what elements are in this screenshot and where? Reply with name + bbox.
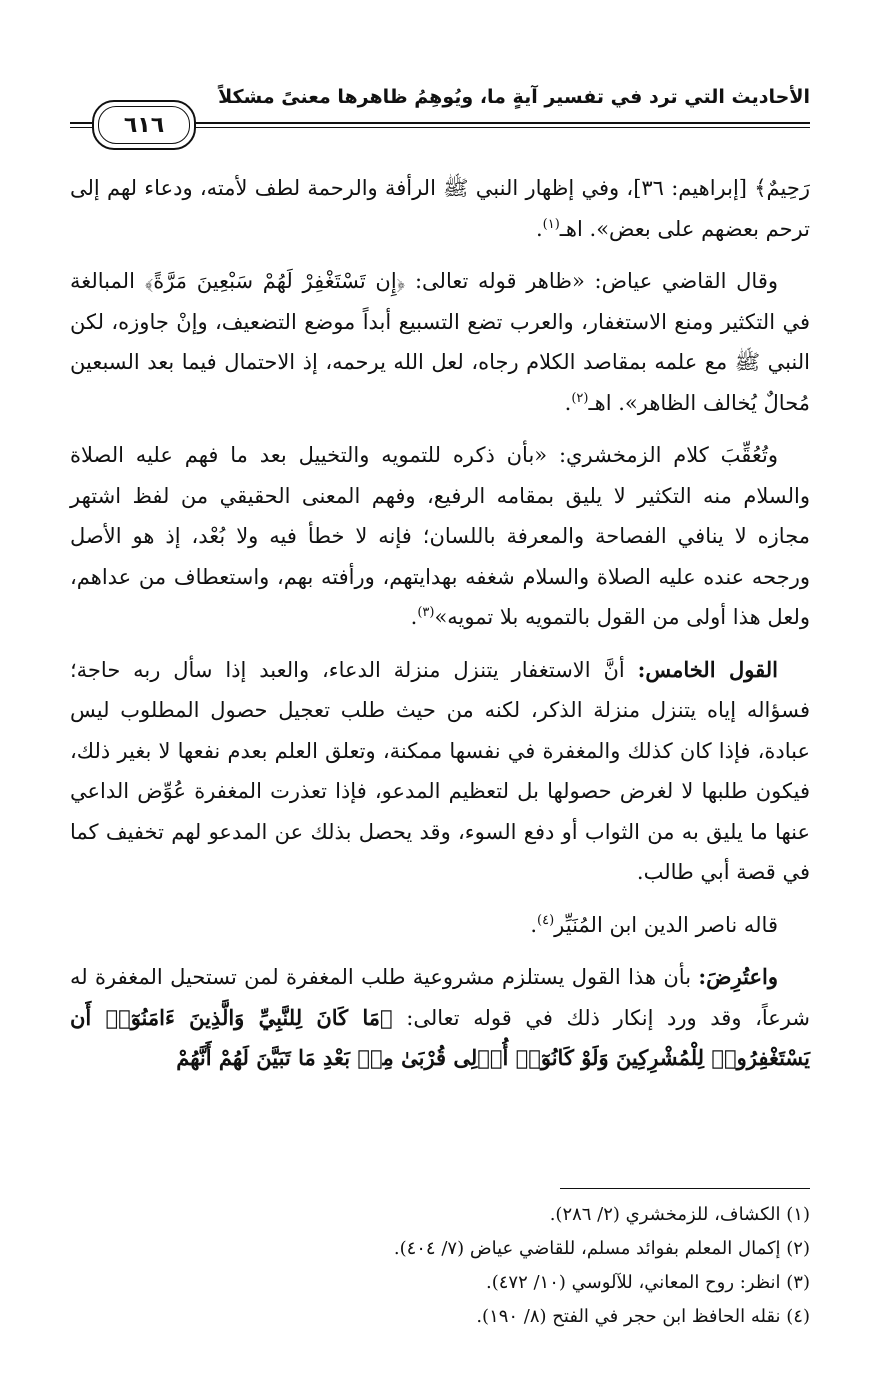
paragraph-5: قاله ناصر الدين ابن المُنَيِّر$^{(٤)}$.: [530, 912, 778, 937]
page-header: [70, 78, 810, 138]
paragraph-5-text: قاله ناصر الدين ابن المُنَيِّر: [554, 912, 778, 937]
footnote-2: (٢) إكمال المعلم بفوائد مسلم، للقاضي عياض (٧/ ٤٠٤).: [393, 1238, 810, 1259]
quran-verse: ﴿مَا كَانَ لِلنَّبِيِّ وَالَّذِينَ ءَامَنُوٓا۟ أَن يَسْتَغْفِرُوا۟ لِلْمُشْرِكِينَ وَلَوْ كَانُوٓا۟ أُو۟لِى قُرْبَىٰ مِنۢ بَعْدِ مَا تَبَيَّنَ لَهُمْ أَنَّهُمْ: [70, 1004, 810, 1070]
footnote-3: (٣) انظر: روح المعاني، للآلوسي (١٠/ ٤٧٢).: [485, 1272, 810, 1293]
paragraph-3-text: وتُعُقِّبَ كلام الزمخشري: «بأن ذكره للتمويه والتخييل بعد ما فهم عليه الصلاة والسلام منه التكثير لا يليق بمقامه الرفيع، وفهم المعنى الحقيقي من لفظ اشتهر مجازه لا ينافي الفصاحة والمعرفة باللسان؛ فإنه لا خطأ فيه ولا بُعْد، إذ هو الأصل ورجحه عنده عليه الصلاة والسلام شغفه بهدايتهم، ورأفته بهم، واستعطاف من عداهم، ولعل هذا أولى من القول بالتمويه بلا تمويه»: [70, 443, 810, 629]
paragraph-2: وقال القاضي عياض: «ظاهر قوله تعالى: ﴿إِن تَسْتَغْفِرْ لَهُمْ سَبْعِينَ مَرَّةً﴾ المبالغة في التكثير ومنع الاستغفار، والعرب تضع التسبيع أبداً موضع التضعيف، وإنْ جاوزه، لكن النبي ﷺ مع علمه بمقاصد الكلام رجاه، لعل الله يرحمه، إذ الاحتمال فيما بعد السبعين مُحالٌ يُخالف الظاهر». اهـ$^{(٢)}$.: [70, 269, 810, 415]
footnote-separator: [560, 1188, 810, 1189]
paragraph-6: [70, 957, 810, 1079]
paragraph-1-text: رَحِيمٌ﴾ [إبراهيم: ٣٦]، وفي إظهار النبي ﷺ الرأفة والرحمة لطف لأمته، ودعاء لهم إلى ترحم بعضهم على بعض». اهـ: [70, 176, 810, 241]
paragraph-6-text: بأن هذا القول يستلزم مشروعية طلب المغفرة لمن تستحيل المغفرة له شرعاً، وقد ورد إنكار ذلك في قوله تعالى:: [70, 965, 810, 1030]
paragraph-2-text: وقال القاضي عياض: «ظاهر قوله تعالى: ﴿إِن تَسْتَغْفِرْ لَهُمْ سَبْعِينَ مَرَّةً﴾ المبالغة في التكثير ومنع الاستغفار، والعرب تضع التسبيع أبداً موضع التضعيف، وإنْ جاوزه، لكن النبي ﷺ مع علمه بمقاصد الكلام رجاه، لعل الله يرحمه، إذ الاحتمال فيما بعد السبعين مُحالٌ يُخالف الظاهر». اهـ: [70, 269, 810, 415]
paragraph-4-lead: القول الخامس:: [637, 656, 778, 682]
paragraph-6-lead: واعتُرِضَ:: [698, 964, 778, 989]
page-number: ٦١٦: [123, 112, 165, 138]
book-page: [70, 78, 810, 1327]
running-title: الأحاديث التي ترد في تفسير آيةٍ ما، ويُوهِمُ ظاهرها معنىً مشكلاً: [218, 86, 810, 108]
footnote-ref-1[interactable]: (١): [542, 216, 560, 232]
page-number-frame: [92, 100, 196, 150]
footnote-1: (١) الكشاف، للزمخشري (٢/ ٢٨٦).: [549, 1204, 810, 1225]
footnote-ref-2[interactable]: (٢): [571, 390, 589, 406]
paragraph-1: رَحِيمٌ﴾ [إبراهيم: ٣٦]، وفي إظهار النبي ﷺ الرأفة والرحمة لطف لأمته، ودعاء لهم إلى ترحم بعضهم على بعض». اهـ$^{(١)}$.: [70, 176, 810, 241]
footnote-ref-3[interactable]: (٣): [417, 605, 435, 620]
paragraph-4: [70, 650, 810, 893]
footnote-4: (٤) نقله الحافظ ابن حجر في الفتح (٨/ ١٩٠).: [476, 1306, 810, 1327]
footnote-ref-4[interactable]: (٤): [537, 912, 555, 928]
main-text: [70, 168, 810, 1079]
paragraph-3: وتُعُقِّبَ كلام الزمخشري: «بأن ذكره للتمويه والتخييل بعد ما فهم عليه الصلاة والسلام منه التكثير لا يليق بمقامه الرفيع، وفهم المعنى الحقيقي من لفظ اشتهر مجازه لا ينافي الفصاحة والمعرفة باللسان؛ فإنه لا خطأ فيه ولا بُعْد، إذ هو الأصل ورجحه عنده عليه الصلاة والسلام شغفه بهدايتهم، ورأفته بهم، واستعطاف من عداهم، ولعل هذا أولى من القول بالتمويه بلا تمويه»$^{(٣)}$.: [70, 443, 810, 629]
footnotes: [70, 1198, 810, 1334]
paragraph-4-text: أنَّ الاستغفار يتنزل منزلة الدعاء، والعبد إذا سأل ربه حاجة؛ فسؤاله إياه يتنزل منزلة الذكر، لكنه من حيث طلب تعجيل حصول المطلوب ليس عبادة، فإذا كان كذلك والمغفرة في نفسها ممكنة، وتعلق العلم بعدم نفعها لا بغير ذلك، فيكون طلبها لا لغرض حصولها بل لتعظيم المدعو، فإذا تعذرت المغفرة عُوِّض الداعي عنها ما يليق به من الثواب أو دفع السوء، وقد يحصل بذلك عن المدعو لهم تخفيف كما في قصة أبي طالب.: [70, 657, 810, 884]
